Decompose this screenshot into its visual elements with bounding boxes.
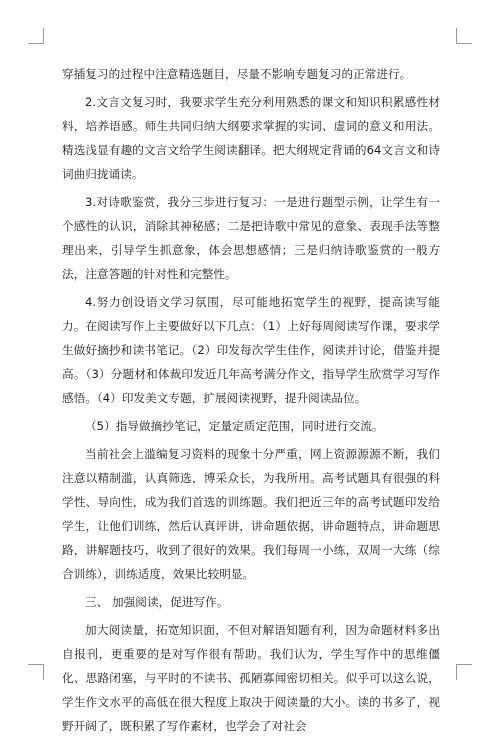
- paragraph-1: 穿插复习的过程中注意精选题目，尽量不影响专题复习的正常进行。: [62, 67, 412, 81]
- paragraph-4: 4.努力创设语文学习氛围，尽可能地拓宽学生的视野，提高读写能力。在阅读写作上主要做好以下几点：（1）上好每周阅读写作课，要求学生做好摘抄和读书笔记。（2）印发每次学生佳作，阅读并讨论，借鉴并提高。（3）分题材和体裁印发近几年高考满分作文，指导学生欣赏学习写作感悟。（4）印发美文专题，扩展阅读视野，提升阅读品位。: [62, 295, 440, 405]
- crop-mark-bottom-left-h: [28, 664, 44, 665]
- crop-mark-top-right-v: [456, 28, 457, 44]
- crop-mark-bottom-right-v: [456, 664, 457, 680]
- crop-mark-top-left-h: [28, 43, 44, 44]
- crop-mark-top-right-h: [456, 43, 472, 44]
- crop-mark-bottom-left-v: [43, 664, 44, 680]
- paragraph-5: （5）指导做摘抄笔记，定量定质定范围，同时进行交流。: [85, 419, 384, 433]
- paragraph-2: 2.文言文复习时，我要求学生充分利用熟悉的课文和知识积累感性材料，培养语感。师生共同归纳大纲要求掌握的实词、虚词的意义和用法。精选浅显有趣的文言文给学生阅读翻译。把大纲规定背诵的64文言文和诗词曲归拢诵读。: [62, 95, 440, 181]
- paragraph-3: 3.对诗歌鉴赏，我分三步进行复习：一是进行题型示例，让学生有一个感性的认识，消除其神秘感；二是把诗歌中常见的意象、表现手法等整理出来，引导学生抓意象，体会思想感情；三是归纳诗歌鉴赏的一般方法，注意答题的针对性和完整性。: [62, 195, 440, 281]
- crop-mark-bottom-right-h: [456, 664, 472, 665]
- body-text: [62, 62, 440, 738]
- paragraph-7: 加大阅读量，拓宽知识面，不但对解语知题有利，因为命题材料多出自报刊，更重要的是对写作很有帮助。我们认为，学生写作中的思维僵化、思路闭塞，与平时的不读书、孤陋寡闻密切相关。似乎可以这么说，学生作文水平的高低在很大程度上取决于阅读量的大小。读的书多了，视野开阔了，既积累了写作素材，也学会了对社会: [62, 623, 440, 733]
- section-heading: 三、 加强阅读，促进写作。: [85, 595, 229, 609]
- paragraph-6: 当前社会上滥编复习资料的现象十分严重，网上资源源源不断，我们注意以精制滥，认真筛选，博采众长，为我所用。高考试题具有很强的科学性、导向性，成为我们首选的训练题。我们把近三年的高考试题印发给学生，让他们训练，然后认真评讲，讲命题依据，讲命题特点，讲命题思路，讲解题技巧，收到了很好的效果。我们每周一小练，双周一大练（综合训练），训练适度，效果比较明显。: [62, 447, 440, 581]
- crop-mark-top-left-v: [43, 28, 44, 44]
